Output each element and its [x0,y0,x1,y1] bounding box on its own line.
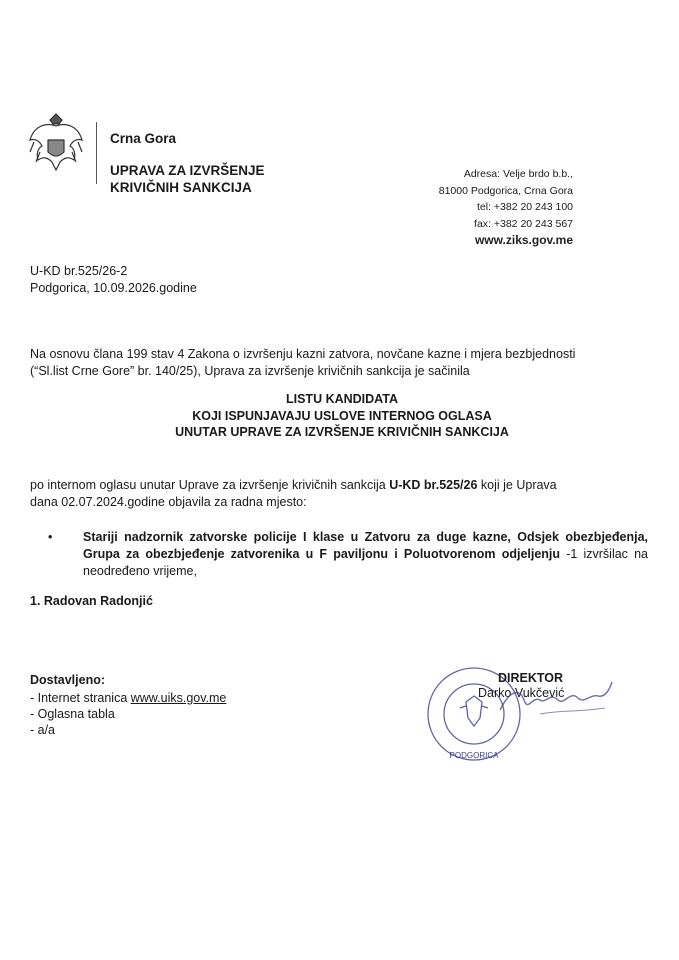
position-detail: -1 izvršilac na neodređeno vrijeme, [83,547,648,578]
intro-paragraph [30,346,654,379]
institution-name [110,162,265,196]
handwritten-signature-icon [440,670,620,730]
coat-of-arms-icon [26,112,86,176]
reference-block [30,263,197,297]
country-name: Crna Gora [110,131,177,146]
header-divider [96,122,97,184]
title-line-3: UNUTAR UPRAVE ZA IZVRŠENJE KRIVIČNIH SANKCIJA [175,425,509,439]
institution-line-1: UPRAVA ZA IZVRŠENJE [110,163,265,178]
candidate-item: 1. Radovan Radonjić [30,594,153,608]
stamp-text: PODGORICA [449,751,499,760]
title-line-2: KOJI ISPUNJAVAJU USLOVE INTERNOG OGLASA [192,408,492,423]
intro-line-1: Na osnovu člana 199 stav 4 Zakona o izvršenju kazni zatvora, novčane kazne i mjera bezbjednosti [30,347,576,361]
body-line-1-start: po internom oglasu unutar Uprave za izvršenje krivičnih sankcija [30,478,390,492]
position-title: Stariji nadzornik zatvorske policije I klase u Zatvoru za duge kazne, Odsjek obezbjeđenja, Grupa za obezbjeđenje zatvorenika u F paviljonu i Poluotvorenom odjeljenju [83,530,648,561]
address-line-2: 81000 Podgorica, Crna Gora [438,184,573,197]
document-title [30,391,654,441]
bullet: • [48,530,53,544]
delivery-item: - a/a [30,723,56,737]
website-link[interactable]: www.uiks.gov.me [130,691,227,705]
contact-block [439,166,573,249]
body-line-2: dana 02.07.2024.godine objavila za radna mjesto: [30,494,307,509]
title-line-1: LISTU KANDIDATA [285,392,399,406]
delivery-item: - Oglasna tabla [30,707,115,721]
body-line-1-end: koji je Uprava [477,478,557,492]
address-line-1: Adresa: Velje brdo b.b., [463,168,573,180]
institution-line-2: KRIVIČNIH SANKCIJA [110,180,252,195]
intro-line-2: (“Sl.list Crne Gore” br. 140/25), Uprava za izvršenje krivičnih sankcija je sačinila [30,363,470,378]
position-text [83,529,648,580]
position-item [48,529,648,580]
delivery-item-prefix: - Internet stranica [30,691,131,705]
reference-number: U-KD br.525/26-2 [30,264,128,278]
body-paragraph [30,477,654,510]
director-name: Darko Vukčević [478,686,565,700]
fax: fax: +382 20 243 567 [474,217,573,230]
director-title: DIREKTOR [498,671,564,685]
body-line-1 [30,477,654,494]
place-date: Podgorica, 10.09.2026.godine [30,281,197,295]
delivery-item [30,690,226,706]
body-reference: U-KD br.525/26 [389,478,478,492]
telephone: tel: +382 20 243 100 [476,201,573,213]
delivery-list [30,690,226,738]
delivery-title: Dostavljeno: [30,673,106,687]
website: www.ziks.gov.me [474,233,573,247]
